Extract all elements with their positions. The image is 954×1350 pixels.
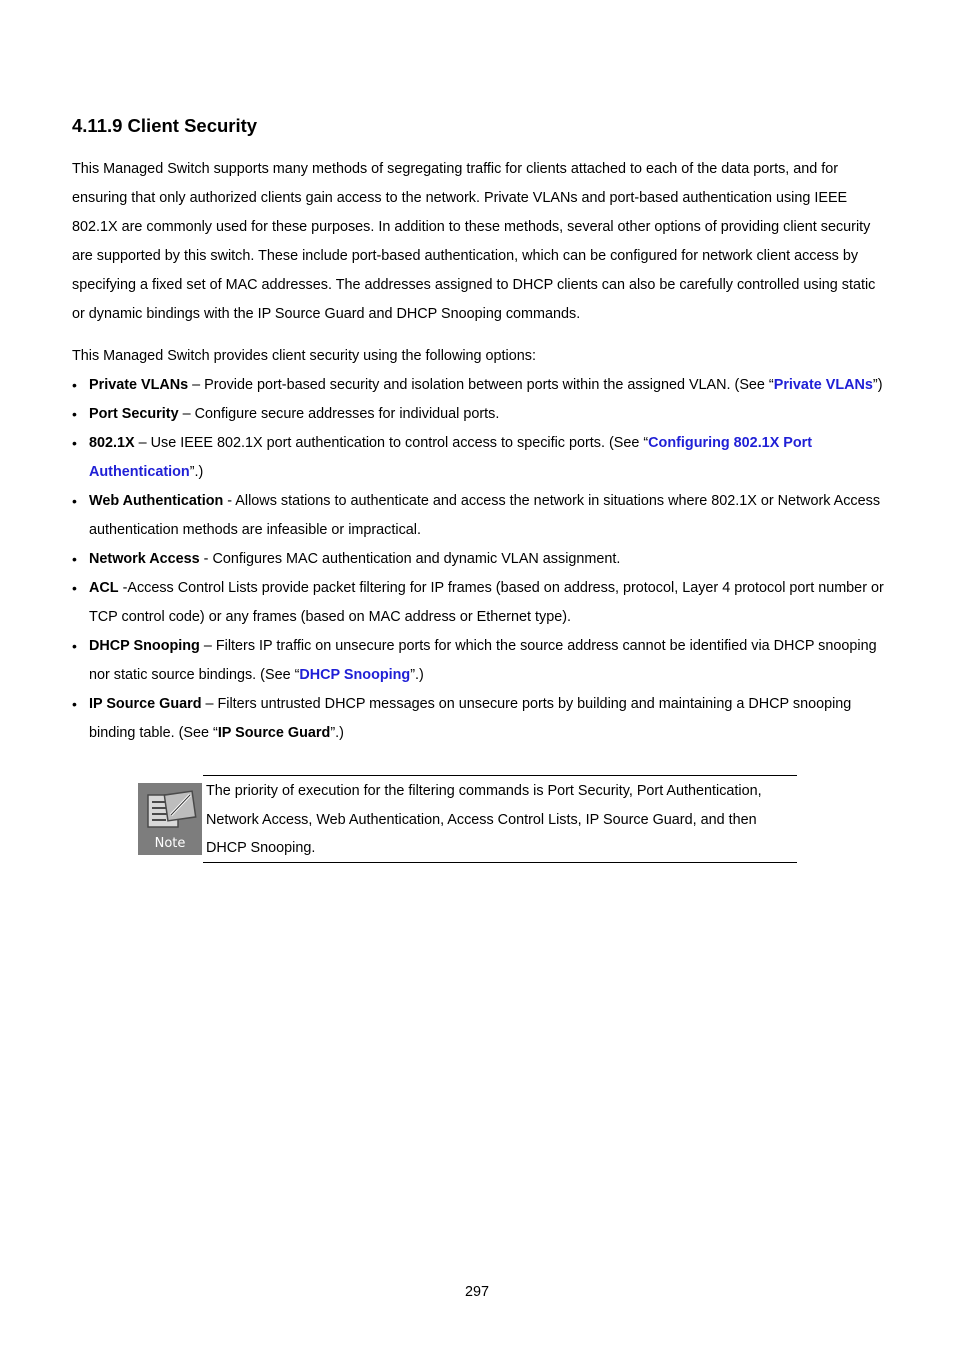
private-vlans-link[interactable]: Private VLANs: [773, 377, 873, 393]
bullet-icon: •: [72, 435, 77, 451]
option-description: – Use IEEE 802.1X port authentication to control access to specific ports. (See “: [134, 435, 649, 451]
option-description: - Configures MAC authentication and dynamic VLAN assignment.: [199, 551, 621, 567]
option-description-tail: ”.): [330, 725, 344, 741]
section-title: 4.11.9 Client Security: [72, 115, 258, 136]
ip-source-guard-reference: IP Source Guard: [217, 725, 331, 741]
bullet-icon: •: [72, 638, 77, 654]
option-term: Port Security: [89, 406, 179, 422]
bullet-icon: •: [72, 406, 77, 422]
page-number: 297: [464, 1284, 489, 1300]
list-item-ip-source-guard: [72, 690, 884, 748]
note-text-box: [203, 775, 797, 863]
option-description-tail: ”.): [410, 667, 424, 683]
option-term: Network Access: [89, 551, 200, 567]
list-item-network-access: [72, 545, 884, 574]
note-box: [138, 775, 797, 863]
option-term: DHCP Snooping: [89, 638, 200, 654]
bullet-icon: •: [72, 696, 77, 712]
options-lead-text: This Managed Switch provides client security using the following options:: [72, 348, 536, 364]
bullet-icon: •: [72, 551, 77, 567]
option-term: IP Source Guard: [89, 696, 202, 712]
option-description: - Allows stations to authenticate and access the network in situations where 802.1X or Network Access authentication methods are infeasible or impractical.: [89, 493, 881, 538]
option-description: – Configure secure addresses for individual ports.: [178, 406, 500, 422]
option-description-tail: ”): [872, 377, 883, 393]
option-description: – Filters untrusted DHCP messages on unsecure ports by building and maintaining a DHCP snooping binding table. (See “: [89, 696, 852, 741]
list-item-8021x: [72, 429, 884, 487]
option-description-tail: ”.): [189, 464, 204, 480]
note-icon: [138, 783, 202, 855]
note-icon-label: Note: [154, 836, 186, 851]
list-item-dhcp-snooping: [72, 632, 884, 690]
option-term: Web Authentication: [89, 493, 224, 509]
option-description: -Access Control Lists provide packet filtering for IP frames (based on address, protocol, Layer 4 protocol port number or TCP control code) or any frames (based on MAC address or Ethernet type).: [89, 580, 884, 625]
intro-paragraph: This Managed Switch supports many methods of segregating traffic for clients attached to each of the data ports, and for ensuring that only authorized clients gain access to the network. Private VLANs and port-based authentication using IEEE 802.1X are commonly used for these purposes. In addition to these methods, several other options of providing client security are supported by this switch. These include port-based authentication, which can be configured for network client access by specifying a fixed set of MAC addresses. The addresses assigned to DHCP clients can also be carefully controlled using static or dynamic bindings with the IP Source Guard and DHCP Snooping commands.: [72, 161, 876, 322]
client-security-options-list: [72, 371, 884, 748]
bullet-icon: •: [72, 580, 77, 596]
option-description: – Provide port-based security and isolation between ports within the assigned VLAN. (See “: [188, 377, 774, 393]
option-term: Private VLANs: [89, 377, 189, 393]
option-term: 802.1X: [89, 435, 135, 451]
list-item-acl: [72, 574, 884, 632]
note-text: The priority of execution for the filtering commands is Port Security, Port Authentication, Network Access, Web Authentication, Access Control Lists, IP Source Guard, and then DHCP Snooping.: [206, 783, 762, 856]
configuring-8021x-link[interactable]: Configuring 802.1X Port Authentication: [89, 435, 813, 480]
bullet-icon: •: [72, 493, 77, 509]
option-term: ACL: [89, 580, 119, 596]
list-item-web-authentication: [72, 487, 884, 545]
list-item-port-security: [72, 400, 884, 429]
list-item-private-vlans: [72, 371, 884, 400]
option-description: – Filters IP traffic on unsecure ports for which the source address cannot be identified via DHCP snooping nor static source bindings. (See “: [89, 638, 877, 683]
dhcp-snooping-link[interactable]: DHCP Snooping: [299, 667, 411, 683]
bullet-icon: •: [72, 377, 77, 393]
